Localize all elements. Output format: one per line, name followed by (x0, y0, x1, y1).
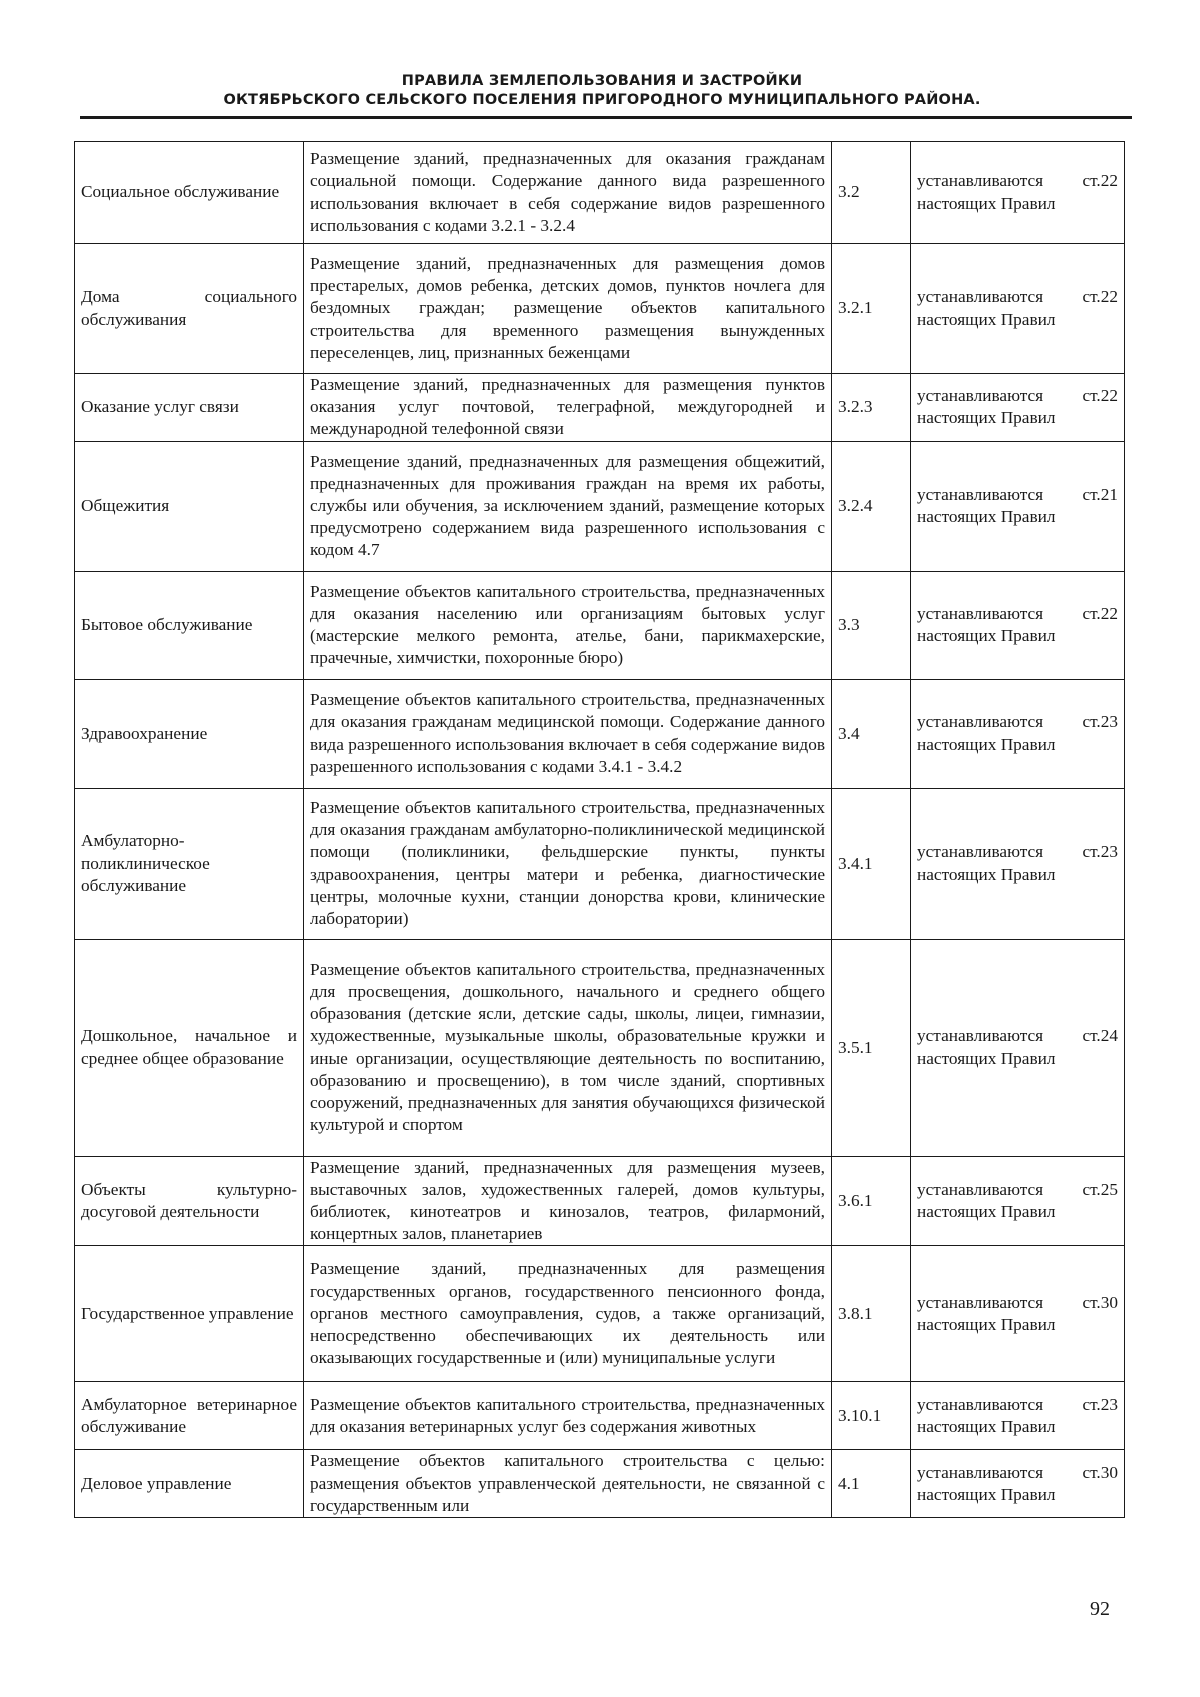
table-row (75, 142, 1125, 244)
use-name-cell: Амбулаторное ветеринарное обслуживание (75, 1382, 304, 1450)
parameters-cell: устанавливаются ст.23 настоящих Правил (911, 679, 1125, 788)
use-description-cell: Размещение объектов капитального строительства, предназначенных для просвещения, дошкольного, начального и среднего общего образования (детские ясли, детские сады, школы, лицеи, гимназии, художественные, музыкальные школы, образовательные кружки и иные организации, осуществляющие деятельность по воспитанию, образованию и просвещению), в том числе зданий, спортивных сооружений, предназначенных для занятия обучающихся физической культурой и спортом (304, 939, 832, 1156)
use-name-cell: Социальное обслуживание (75, 142, 304, 244)
use-name-cell: Дошкольное, начальное и среднее общее образование (75, 939, 304, 1156)
header-rule (80, 116, 1132, 119)
use-code-cell: 3.2 (832, 142, 911, 244)
parameters-cell: устанавливаются ст.30 настоящих Правил (911, 1450, 1125, 1518)
use-name-cell: Дома социального обслуживания (75, 244, 304, 374)
parameters-cell: устанавливаются ст.22 настоящих Правил (911, 244, 1125, 374)
use-code-cell: 3.4 (832, 679, 911, 788)
use-name-cell: Оказание услуг связи (75, 374, 304, 442)
header-line-2: ОКТЯБРЬСКОГО СЕЛЬСКОГО ПОСЕЛЕНИЯ ПРИГОРОДНОГО МУНИЦИПАЛЬНОГО РАЙОНА. (223, 92, 981, 108)
parameters-cell: устанавливаются ст.22 настоящих Правил (911, 374, 1125, 442)
table-row (75, 1246, 1125, 1382)
table-row (75, 1450, 1125, 1518)
use-name-cell: Бытовое обслуживание (75, 571, 304, 679)
use-code-cell: 3.6.1 (832, 1156, 911, 1246)
table-row (75, 788, 1125, 939)
use-description-cell: Размещение объектов капитального строительства с целью: размещения объектов управленческой деятельности, не связанной с государственным или (304, 1450, 832, 1518)
use-code-cell: 3.2.3 (832, 374, 911, 442)
land-use-table (74, 141, 1125, 1518)
table-row (75, 1382, 1125, 1450)
use-description-cell: Размещение зданий, предназначенных для размещения общежитий, предназначенных для проживания граждан на время их работы, службы или обучения, за исключением зданий, размещение которых предусмотрено содержанием вида разрешенного использования с кодом 4.7 (304, 441, 832, 571)
table-row (75, 244, 1125, 374)
use-code-cell: 3.8.1 (832, 1246, 911, 1382)
use-code-cell: 3.2.1 (832, 244, 911, 374)
use-code-cell: 3.5.1 (832, 939, 911, 1156)
use-description-cell: Размещение объектов капитального строительства, предназначенных для оказания ветеринарных услуг без содержания животных (304, 1382, 832, 1450)
use-name-cell: Объекты культурно-досуговой деятельности (75, 1156, 304, 1246)
table-row (75, 571, 1125, 679)
use-description-cell: Размещение зданий, предназначенных для размещения музеев, выставочных залов, художественных галерей, домов культуры, библиотек, кинотеатров и кинозалов, театров, филармоний, концертных залов, планетариев (304, 1156, 832, 1246)
parameters-cell: устанавливаются ст.25 настоящих Правил (911, 1156, 1125, 1246)
use-name-cell: Общежития (75, 441, 304, 571)
use-description-cell: Размещение объектов капитального строительства, предназначенных для оказания гражданам амбулаторно-поликлинической медицинской помощи (поликлиники, фельдшерские пункты, пункты здравоохранения, центры матери и ребенка, диагностические центры, молочные кухни, станции донорства крови, клинические лаборатории) (304, 788, 832, 939)
use-description-cell: Размещение зданий, предназначенных для размещения государственных органов, государственного пенсионного фонда, органов местного самоуправления, судов, а также организаций, непосредственно обеспечивающих их деятельность или оказывающих государственные и (или) муниципальные услуги (304, 1246, 832, 1382)
use-description-cell: Размещение зданий, предназначенных для оказания гражданам социальной помощи. Содержание данного вида разрешенного использования включает в себя содержание видов разрешенного использования с кодами 3.2.1 - 3.2.4 (304, 142, 832, 244)
use-description-cell: Размещение объектов капитального строительства, предназначенных для оказания населению или организациям бытовых услуг (мастерские мелкого ремонта, ателье, бани, парикмахерские, прачечные, химчистки, похоронные бюро) (304, 571, 832, 679)
parameters-cell: устанавливаются ст.23 настоящих Правил (911, 788, 1125, 939)
table-row (75, 1156, 1125, 1246)
use-code-cell: 3.3 (832, 571, 911, 679)
use-name-cell: Здравоохранение (75, 679, 304, 788)
use-name-cell: Государственное управление (75, 1246, 304, 1382)
table-row (75, 679, 1125, 788)
parameters-cell: устанавливаются ст.22 настоящих Правил (911, 142, 1125, 244)
use-code-cell: 3.10.1 (832, 1382, 911, 1450)
use-name-cell: Амбулаторно-поликлиническое обслуживание (75, 788, 304, 939)
document-header (72, 72, 1132, 110)
use-code-cell: 3.2.4 (832, 441, 911, 571)
table-row (75, 441, 1125, 571)
parameters-cell: устанавливаются ст.21 настоящих Правил (911, 441, 1125, 571)
use-description-cell: Размещение объектов капитального строительства, предназначенных для оказания гражданам медицинской помощи. Содержание данного вида разрешенного использования включает в себя содержание видов разрешенного использования с кодами 3.4.1 - 3.4.2 (304, 679, 832, 788)
use-code-cell: 4.1 (832, 1450, 911, 1518)
use-code-cell: 3.4.1 (832, 788, 911, 939)
header-line-1: ПРАВИЛА ЗЕМЛЕПОЛЬЗОВАНИЯ И ЗАСТРОЙКИ (401, 73, 803, 89)
table-row (75, 939, 1125, 1156)
use-description-cell: Размещение зданий, предназначенных для размещения домов престарелых, домов ребенка, детских домов, пунктов ночлега для бездомных граждан; размещение объектов капитального строительства для временного размещения вынужденных переселенцев, лиц, признанных беженцами (304, 244, 832, 374)
parameters-cell: устанавливаются ст.24 настоящих Правил (911, 939, 1125, 1156)
parameters-cell: устанавливаются ст.30 настоящих Правил (911, 1246, 1125, 1382)
parameters-cell: устанавливаются ст.22 настоящих Правил (911, 571, 1125, 679)
table-row (75, 374, 1125, 442)
use-description-cell: Размещение зданий, предназначенных для размещения пунктов оказания услуг почтовой, телеграфной, междугородней и международной телефонной связи (304, 374, 832, 442)
use-name-cell: Деловое управление (75, 1450, 304, 1518)
parameters-cell: устанавливаются ст.23 настоящих Правил (911, 1382, 1125, 1450)
page-number: 92 (1090, 1598, 1110, 1620)
